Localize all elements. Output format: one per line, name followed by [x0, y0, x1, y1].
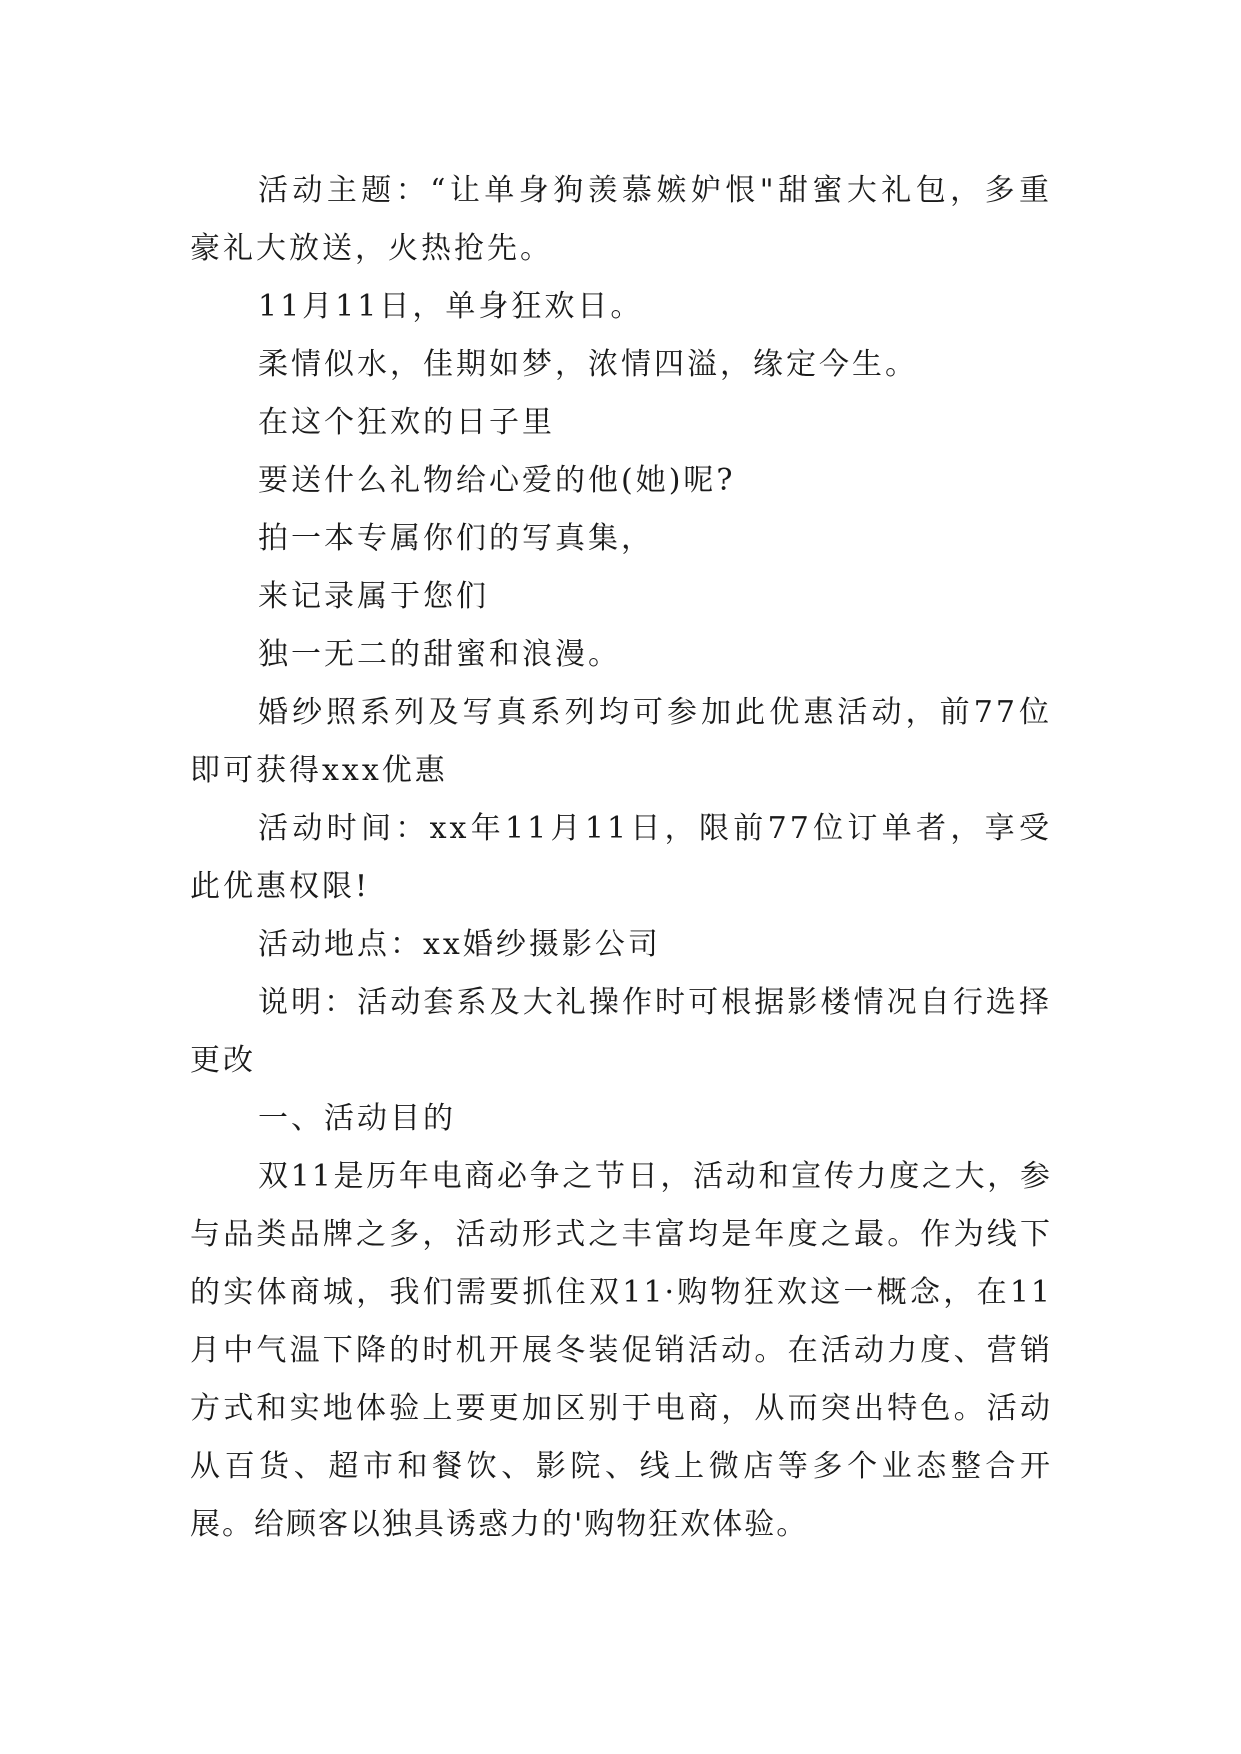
paragraph-slogan: 柔情似水，佳期如梦，浓情四溢，缘定今生。	[258, 347, 918, 382]
paragraph-time: 活动时间：xx年11月11日，限前77位订单者，享受此优惠权限!	[190, 811, 1052, 904]
paragraph-line: 拍一本专属你们的写真集，	[258, 521, 654, 556]
document-body	[190, 162, 1052, 1554]
section-heading: 一、活动目的	[258, 1101, 456, 1136]
paragraph-note: 说明：活动套系及大礼操作时可根据影楼情况自行选择更改	[190, 985, 1052, 1078]
paragraph-location: 活动地点：xx婚纱摄影公司	[258, 927, 661, 962]
paragraph-line: 在这个狂欢的日子里	[258, 405, 555, 440]
paragraph-offer: 婚纱照系列及写真系列均可参加此优惠活动，前77位即可获得xxx优惠	[190, 695, 1052, 788]
paragraph-line: 要送什么礼物给心爱的他(她)呢?	[258, 463, 736, 498]
paragraph-theme: 活动主题：“让单身狗羡慕嫉妒恨"甜蜜大礼包，多重豪礼大放送，火热抢先。	[190, 173, 1052, 266]
paragraph-line: 来记录属于您们	[258, 579, 489, 614]
paragraph-date: 11月11日，单身狂欢日。	[258, 289, 644, 324]
paragraph-purpose: 双11是历年电商必争之节日，活动和宣传力度之大，参与品类品牌之多，活动形式之丰富均是年度之最。作为线下的实体商城，我们需要抓住双11·购物狂欢这一概念，在11月中气温下降的时机开展冬装促销活动。在活动力度、营销方式和实地体验上要更加区别于电商，从而突出特色。活动从百货、超市和餐饮、影院、线上微店等多个业态整合开展。给顾客以独具诱惑力的'购物狂欢体验。	[190, 1159, 1052, 1542]
paragraph-line: 独一无二的甜蜜和浪漫。	[258, 637, 621, 672]
